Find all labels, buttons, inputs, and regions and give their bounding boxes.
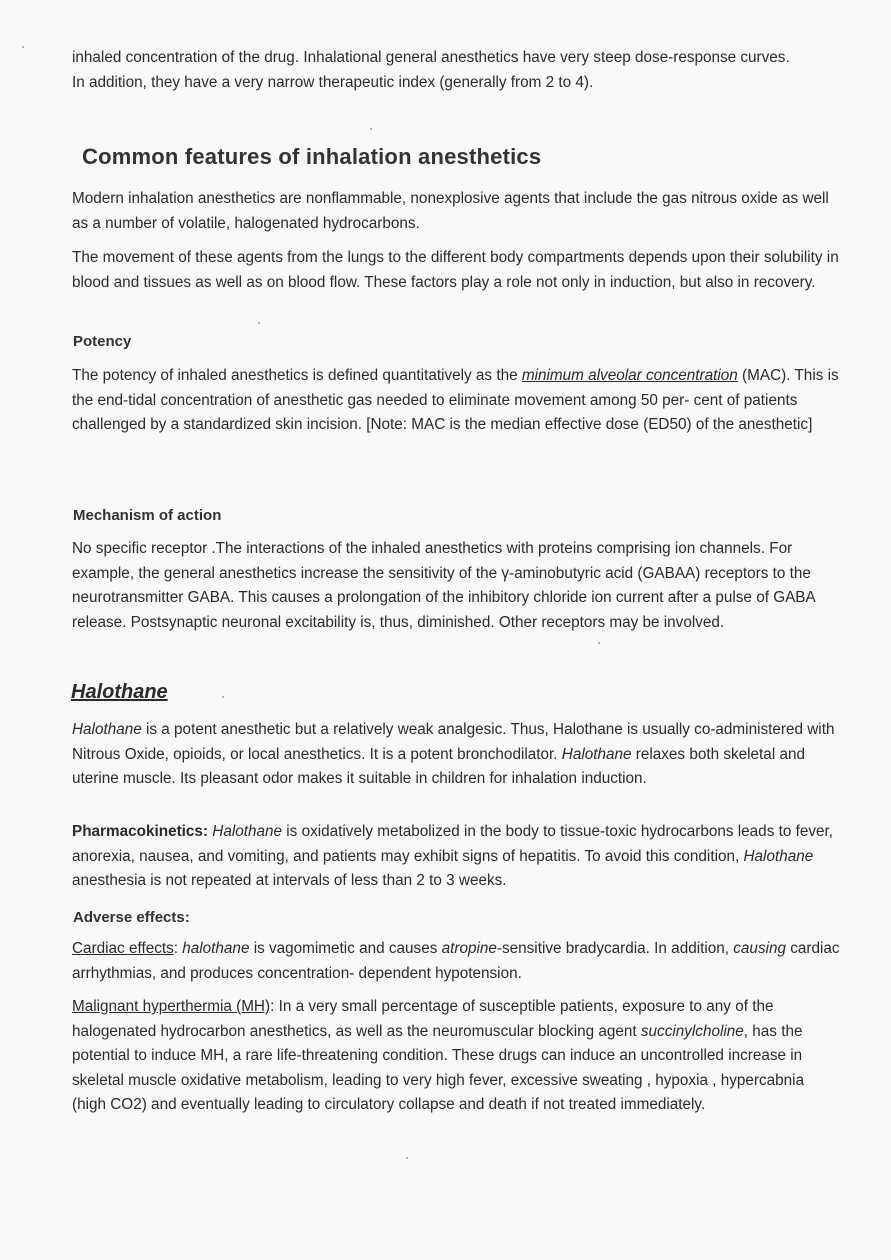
halothane-term: Halothane [72,721,142,738]
malignant-hyperthermia-paragraph [72,995,842,1118]
halothane-paragraph [72,718,842,792]
intro-line-2: In addition, they have a very narrow therapeutic index (generally from 2 to 4). [72,73,594,91]
colon: : [270,998,279,1015]
halothane-text-mid: is a potent anesthetic but a relatively weak analgesic. Thus, Halothane is usually co-administered with Nitrous Oxide, opioids, or local anesthetics. It is a potent bronchodilator. [72,721,835,763]
pharmacokinetics-label: Pharmacokinetics: [72,823,209,840]
cardiac-text-1: is vagomimetic and causes [249,940,442,957]
potency-text-post: (MAC). This is the end-tidal concentration of anesthetic gas needed to eliminate movement among 50 per- cent of patients challenged by a standardized skin incision. [Note: MAC is the median effective dose (ED50) of the anesthetic] [72,367,839,433]
intro-paragraph [72,46,842,95]
potency-text-pre: The potency of inhaled anesthetics is defined quantitatively as the [72,367,522,384]
halothane-term: Halothane [212,823,283,840]
pharmacokinetics-text-end: anesthesia is not repeated at intervals of less than 2 to 3 weeks. [72,872,507,889]
halothane-term: Halothane [561,745,632,763]
mechanism-heading: Mechanism of action [73,507,222,524]
halothane-term: Halothane [743,847,814,865]
common-paragraph-1: Modern inhalation anesthetics are nonflammable, nonexplosive agents that include the gas nitrous oxide as well as a number of volatile, halogenated hydrocarbons. [72,190,829,232]
pharmacokinetics-text-mid: is oxidatively metabolized in the body to tissue-toxic hydrocarbons leads to fever, anorexia, nausea, and vomiting, and patients may exhibit signs of hepatitis. To avoid this condition, [72,823,834,865]
halothane-term: halothane [182,940,250,957]
colon: : [173,940,183,957]
succinylcholine-term: succinylcholine [640,1022,744,1040]
mh-label: Malignant hyperthermia (MH) [72,998,271,1015]
scan-speck [370,128,372,130]
intro-line-1: inhaled concentration of the drug. Inhalational general anesthetics have very steep dose-response curves. [72,49,790,66]
common-features-heading: Common features of inhalation anesthetics [82,144,542,169]
potency-heading: Potency [73,333,132,350]
mh-text-end: , has the potential to induce MH, a rare life-threatening condition. These drugs can induce an uncontrolled increase in skeletal muscle oxidative metabolism, leading to very high fever, excessive sweating , hypoxia , hypercabnia (high CO2) and eventually leading to circulatory collapse and death if not treated immediately. [72,1022,805,1113]
scan-speck [22,46,24,48]
cardiac-effects-paragraph [72,937,842,986]
mh-text-pre: In a very small percentage of susceptible patients, exposure to any of the halogenated hydrocarbon anesthetics, as well as the neuromuscular blocking agent [72,998,774,1040]
halothane-text-end: relaxes both skeletal and uterine muscle. Its pleasant odor makes it suitable in children for inhalation induction. [72,745,805,787]
potency-paragraph [72,364,842,438]
cardiac-effects-label: Cardiac effects [72,940,174,957]
scan-speck [258,322,260,324]
atropine-term: atropine [441,940,497,957]
halothane-heading: Halothane [71,681,168,703]
adverse-effects-heading: Adverse effects: [73,909,190,926]
cardiac-text-end: cardiac arrhythmias, and produces concentration- dependent hypotension. [72,940,840,982]
scan-speck [222,696,224,698]
scan-speck [598,642,600,644]
causing-term: causing [733,940,787,957]
mechanism-paragraph: No specific receptor .The interactions of the inhaled anesthetics with proteins comprising ion channels. For example, the general anesthetics increase the sensitivity of the γ-aminobutyric acid (GABAA) receptors to the neurotransmitter GABA. This causes a prolongation of the inhibitory chloride ion current after a pulse of GABA release. Postsynaptic neuronal excitability is, thus, diminished. Other receptors may be involved. [72,540,815,631]
cardiac-text-2: -sensitive bradycardia. In addition, [496,940,734,957]
mac-term: minimum alveolar concentration [521,367,738,384]
common-paragraph-2: The movement of these agents from the lungs to the different body compartments depends upon their solubility in blood and tissues as well as on blood flow. These factors play a role not only in induction, but also in recovery. [72,249,839,291]
scan-speck [406,1157,408,1159]
pharmacokinetics-paragraph [72,820,842,894]
